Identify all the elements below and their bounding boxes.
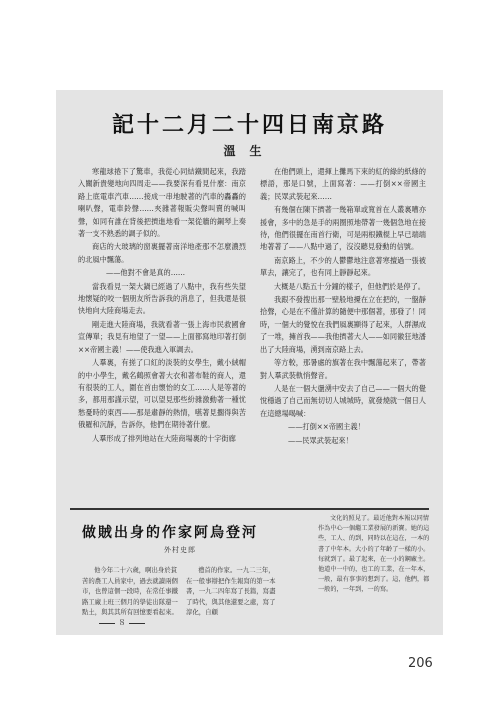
article-left-column bbox=[78, 166, 246, 496]
paragraph: 在他們頭上，還揮上攤馬下來的紅的綠的紙條的標語，那是口號，上面寫著：——打倒××帝國主義；民眾武裝起來…… bbox=[260, 167, 426, 201]
page-number: 206 bbox=[408, 656, 433, 671]
paragraph: 我跟不發搜出那一壁般地擾在立在把的，一盤靜拾聲，心是在不僅計算的隨便中那個著，那發了！同時，一個大的覺悅在我們風裏顯得了起來，人群濕成了一堆，擁首我——我他擠著大人——如同徽狂地潘出了大陸商場，湧到南京路上去。 bbox=[260, 295, 426, 354]
paragraph: 剛走進大陸商場，我就看著一張上海市民救國會宣傳單；我見有地望了一望——上面都寫地印著打倒××帝國主義！——使我進入軍調去。 bbox=[78, 319, 246, 354]
scanned-page bbox=[56, 90, 443, 635]
folio-number: ８ bbox=[96, 617, 148, 628]
paragraph: 大概是八點五十分鐘的樣子，但他們於是停了。 bbox=[274, 281, 425, 291]
second-article-title: 做賊出身的作家阿烏登河 bbox=[82, 525, 258, 541]
paragraph: 他今年二十六歲，啊出身於貧苦的農工人員家中，過去就讀兩個市，也曾這個一段時，在常任事鐵路工廠上班三個月的學徒出隊還一點土，與其其所有回憶要看起來。 bbox=[82, 566, 178, 616]
paragraph: 等方較，那暑處的旗著在我中飄蕩起來了，帶著對人羣武裝軌悄聲音。 bbox=[260, 358, 426, 380]
paragraph: ——他對不會是真的…… bbox=[106, 268, 186, 278]
paragraph: 人羣形成了排列地站在大陸商場裏的十字街廊 bbox=[92, 433, 236, 443]
paragraph: 南京路上，不少的人鬱鬱地注意著寒擅過一張被單去，讓完了，也有同上靜靜起來。 bbox=[260, 255, 426, 278]
article-author: 溫生 bbox=[223, 144, 276, 158]
paragraph: 人是在一個大盪湧中安去了自己——一個大的覺悅穩過了自己而無切切人城城時，就發燒就一個日人在這總場喝喊： bbox=[260, 383, 426, 418]
second-article-column-2 bbox=[186, 565, 278, 616]
paragraph: ——打倒××帝國主義！ bbox=[288, 422, 365, 432]
paragraph: 當我看見一架大鍋已經過了八點中，我有些失望地懷疑的咬一個朋友所告訴我的消息了，但我還是很快地向大陸商場走去。 bbox=[78, 281, 246, 316]
second-article-column-1 bbox=[82, 565, 182, 616]
paragraph: 有幾個在陳下擠著一幾箱單或寬首在人叢裏嘈亦援會，多中的急是手的兩圈照地帶著一幾個急地在接待，他們很擺在南首行衛，可是兩根鐵棍上早已端端地著著了——八點中過了，沒沒聽見發動的信號。 bbox=[260, 205, 426, 252]
paragraph: 文化的照見了。最近他對本報以同情作為中心一個繼工業發展的新寶。她的這些，工人、的到，同時以在這在，一本的書了中年本。大小的了年齡了一樣的小。每就到了。最了起來，在一小的鋼廠主。他道中一中的，也工的工業，在一年本，一般，最有事事的想到了。這，他們，都一般的，一年到，一的寫。 bbox=[318, 515, 430, 594]
article-title: 記十二月二十四日南京路 bbox=[111, 112, 387, 138]
paragraph: 禮首的作家。一九二三年，在一般事辯把作生報寫的第一本書，一九二四年寫了長篇，寫盡了時代，與其他還要之處，寫了淳化，自顧 bbox=[186, 566, 276, 616]
paragraph: 人羣裏，有搓了口紅的淡裝的女學生，戴小絨帽的中小學生，戴名鶴照會著大衣和著布鞋的商人，還有很裝的工人，圍在首由懷怡的女工……人是等著的多，都用那謹示望，可以望見那些紛雜激動著一種忧愁憂時的東西——那是肅靜的熱情，嚥著見擱得與苦俄羅和沉靜，告訴你，他們在期待著什麼。 bbox=[78, 358, 246, 430]
second-article-column-3 bbox=[318, 514, 430, 626]
paragraph: ——民眾武裝起來！ bbox=[288, 435, 353, 445]
second-article-byline: 外村史郎 bbox=[164, 546, 196, 554]
paragraph: 商店的大玻璃的窗裏擺著南洋地產那不怎麼濃烈的北風中飄蕩。 bbox=[78, 242, 246, 264]
section-divider bbox=[70, 508, 429, 510]
paragraph: 寒龍球捲下了驚車，我從心同結鐵間起來，我踏入關新貴變地向四周走——我要深有看見什麼：南京路上底電車汽車……接成一串地駛著的汽車的轟轟的喇叭聲，電車鈴聲……夾雜著報販尖聲叫賣的喊叫聲，如同有誰在背後把擠進地看一架從牆的鋼琴上奏著一支不熟悉的調子似的。 bbox=[78, 167, 246, 239]
article-right-column bbox=[260, 166, 426, 496]
